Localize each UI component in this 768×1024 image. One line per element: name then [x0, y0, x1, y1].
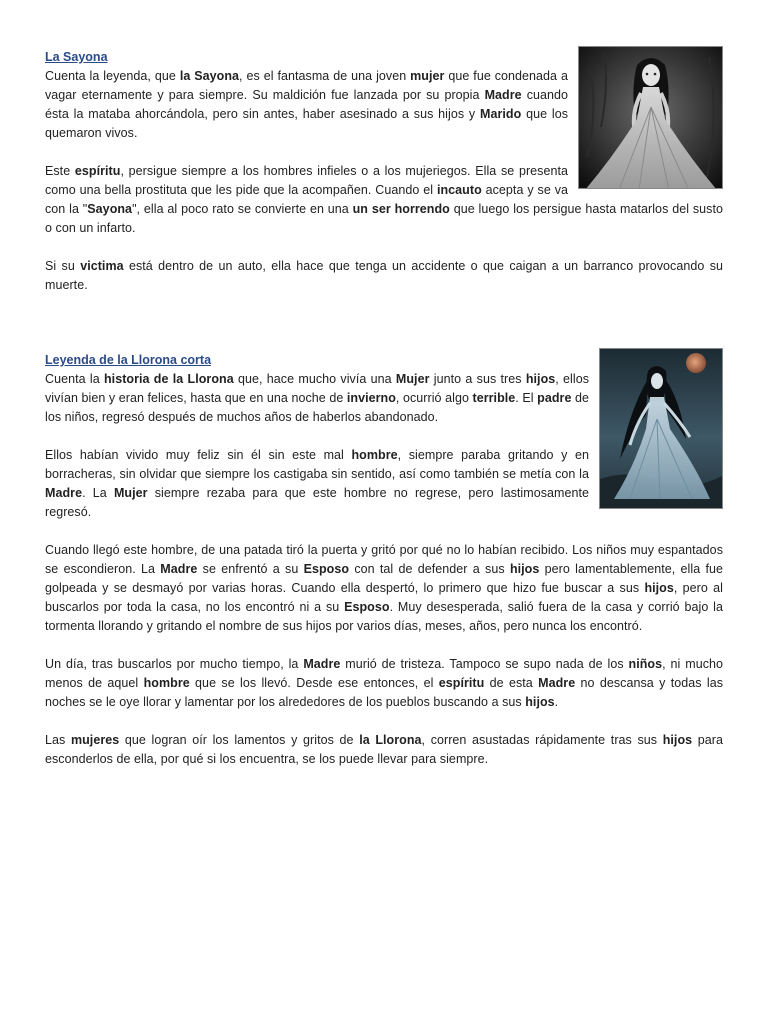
bold-term: mujer	[410, 69, 445, 83]
bold-term: Esposo	[344, 600, 390, 614]
section-la-sayona	[45, 48, 723, 295]
bold-term: Madre	[45, 486, 83, 500]
text-run: Las	[45, 733, 71, 747]
text-run: no descansa y todas las noches se le oye llorar y lamentar por los alrededores de los pueblos buscando a sus	[45, 676, 723, 709]
bold-term: Madre	[538, 676, 576, 690]
text-run: que los quemaron vivos.	[45, 107, 568, 140]
text-run: siempre rezaba para que este hombre no regrese, pero lastimosamente regresó.	[45, 486, 589, 519]
bold-term: hijos	[509, 562, 540, 576]
llorona-illustration-icon	[600, 349, 723, 509]
bold-term: Madre	[484, 88, 522, 102]
text-run: .	[554, 695, 559, 709]
text-run: que, hace mucho vivía una	[233, 372, 396, 386]
paragraph	[45, 257, 723, 295]
document-page	[45, 48, 723, 769]
text-run: Cuando llegó este hombre, de una patada tiró la puerta y gritó por qué no lo habían recibido. Los niños muy espantados se escondieron. La	[45, 543, 723, 576]
bold-term: Madre	[160, 562, 198, 576]
bold-term: terrible	[472, 391, 516, 405]
bold-term: Esposo	[303, 562, 350, 576]
text-run: con tal de defender a sus	[349, 562, 510, 576]
bold-term: hijos	[525, 695, 555, 709]
bold-term: hijos	[662, 733, 693, 747]
bold-term: historia de la Llorona	[103, 372, 234, 386]
text-run: cuando ésta la mataba ahorcándola, pero sin antes, haber asesinado a sus hijos y	[45, 88, 568, 121]
bold-term: hombre	[351, 448, 398, 462]
text-run: Cuenta la	[45, 372, 104, 386]
text-run: murió de tristeza. Tampoco se supo nada de los	[340, 657, 629, 671]
paragraph	[45, 731, 723, 769]
bold-term: padre	[537, 391, 572, 405]
text-run: pero lamentablemente, ella fue golpeada y se desmayó por varias horas. Cuando ella despertó, lo primero que hizo fue buscar a sus	[45, 562, 723, 595]
bold-term: victima	[80, 259, 124, 273]
sayona-illustration-icon	[579, 47, 723, 189]
text-run: , ellos vivían bien y eran felices, hasta que en una noche de	[45, 372, 590, 405]
text-run: está dentro de un auto, ella hace que tenga un accidente o que caigan a un barranco provocando su muerte.	[45, 259, 724, 292]
text-run: se enfrentó a su	[197, 562, 304, 576]
bold-term: invierno	[346, 391, 396, 405]
section-la-llorona	[45, 351, 723, 769]
text-run: . La	[82, 486, 114, 500]
bold-term: Mujer	[395, 372, 430, 386]
bold-term: hijos	[644, 581, 674, 595]
bold-term: hijos	[525, 372, 556, 386]
text-run: , ni mucho menos de aquel	[45, 657, 724, 690]
text-run: , pero al buscarlos por toda la casa, no los encontró ni a su	[45, 581, 723, 614]
paragraph	[45, 541, 723, 636]
text-run: , siempre paraba gritando y en borracheras, sin olvidar que siempre los castigaba sin sentido, así como también se metía con la	[45, 448, 590, 481]
bold-term: incauto	[436, 183, 482, 197]
text-run: que fue condenada a vagar eternamente y para siempre. Su maldición fue lanzada por su propia	[45, 69, 568, 102]
text-run: , persigue siempre a los hombres infieles o a los mujeriegos. Ella se presenta como una bella prostituta que les pide que la acompañen. Cuando el	[45, 164, 568, 197]
text-run: Ellos habían vivido muy feliz sin él sin este mal	[45, 448, 352, 462]
text-run: que luego los persigue hasta matarlos del susto o con un infarto.	[45, 202, 723, 235]
text-run: para esconderlos de ella, por qué si los encuentra, se los puede llevar para siempre.	[45, 733, 723, 766]
bold-term: espíritu	[438, 676, 485, 690]
text-run: Este	[45, 164, 75, 178]
text-run: ", ella al poco rato se convierte en una	[132, 202, 353, 216]
bold-term: la Sayona	[179, 69, 240, 83]
text-run: Si su	[45, 259, 81, 273]
bold-term: hombre	[143, 676, 190, 690]
text-run: de esta	[484, 676, 539, 690]
text-run: que se los llevó. Desde ese entonces, el	[189, 676, 439, 690]
bold-term: Sayona	[87, 202, 133, 216]
bold-term: Madre	[303, 657, 341, 671]
text-run: junto a sus tres	[429, 372, 526, 386]
bold-term: niños	[628, 657, 663, 671]
section-title[interactable]: Leyenda de la Llorona corta	[45, 353, 212, 367]
sayona-illustration	[578, 46, 723, 189]
text-run: de los niños, regresó después de muchos años de haberlos abandonado.	[45, 391, 590, 424]
text-run: . El	[515, 391, 538, 405]
text-run: . Muy desesperada, salió fuera de la casa y corrió bajo la tormenta llorando y gritando el nombre de sus hijos por varios días, meses, años, pero nunca los encontró.	[45, 600, 723, 633]
bold-term: espíritu	[74, 164, 121, 178]
text-run: que logran oír los lamentos y gritos de	[119, 733, 360, 747]
text-run: acepta y se va con la "	[45, 183, 569, 216]
text-run: Cuenta la leyenda, que	[45, 69, 180, 83]
text-run: , ocurrió algo	[395, 391, 473, 405]
text-run: , corren asustadas rápidamente tras sus	[421, 733, 663, 747]
bold-term: mujeres	[70, 733, 120, 747]
text-run: Un día, tras buscarlos por mucho tiempo, la	[45, 657, 304, 671]
llorona-illustration	[599, 348, 723, 509]
paragraph	[45, 655, 723, 712]
text-run: , es el fantasma de una joven	[239, 69, 411, 83]
bold-term: la Llorona	[359, 733, 422, 747]
section-title[interactable]: La Sayona	[45, 50, 108, 64]
bold-term: Marido	[480, 107, 522, 121]
bold-term: Mujer	[113, 486, 148, 500]
bold-term: un ser horrendo	[352, 202, 450, 216]
